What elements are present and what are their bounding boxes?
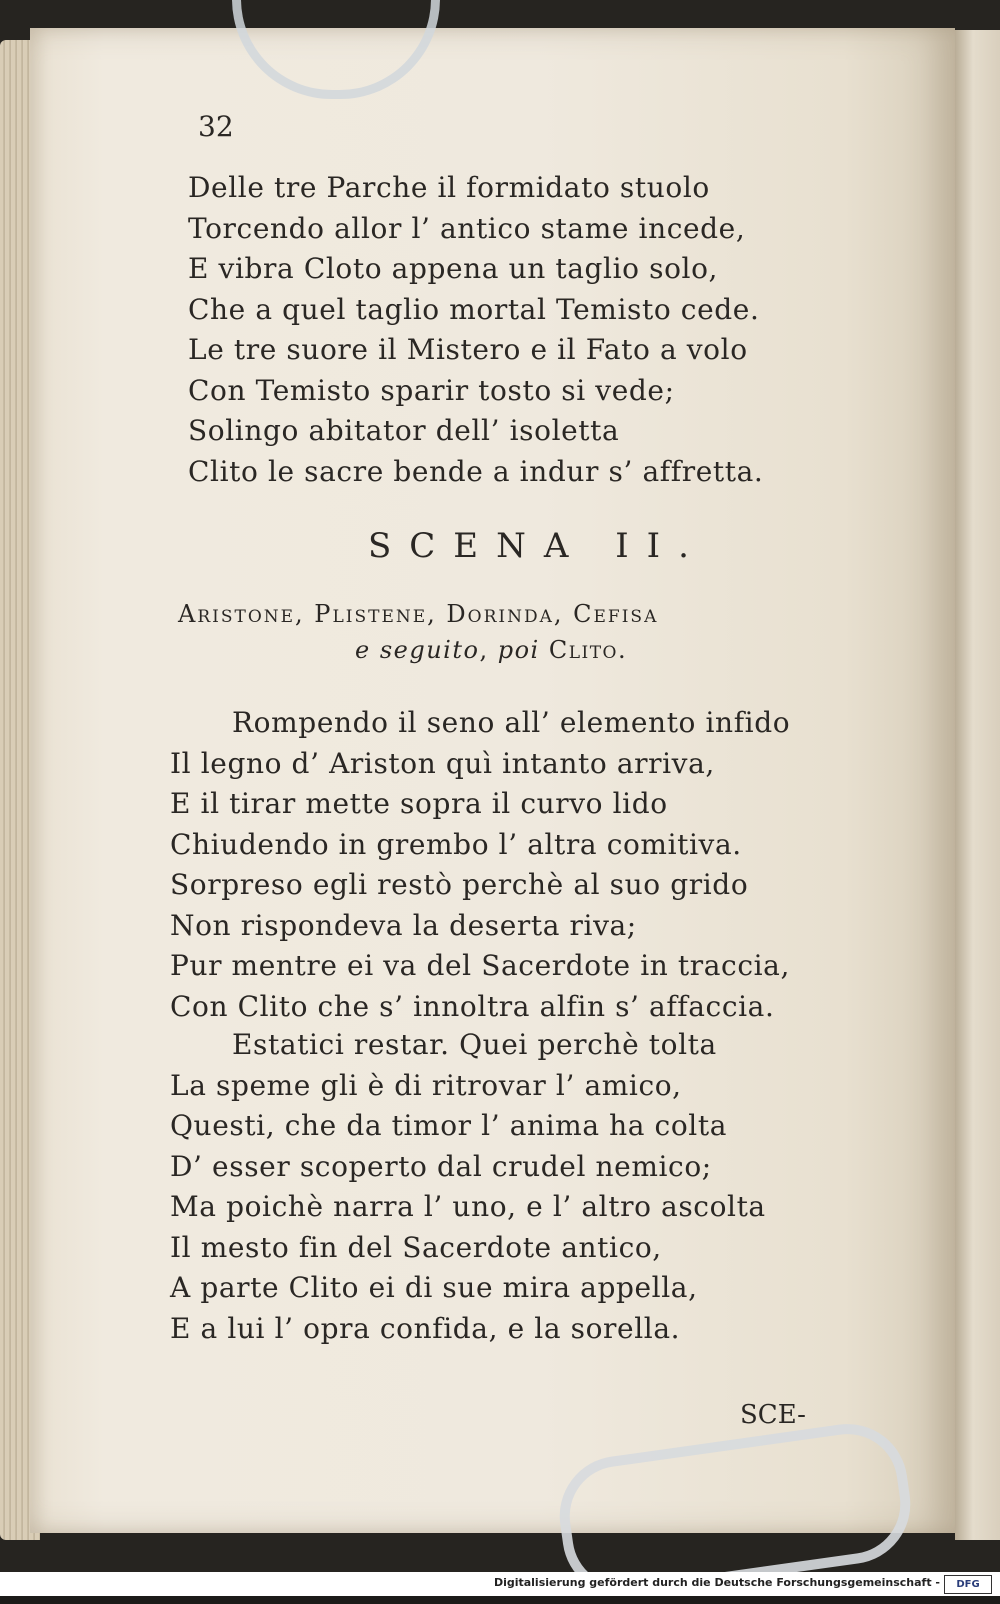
verse-line: Che a quel taglio mortal Temisto cede.	[188, 292, 760, 326]
verse-line: Torcendo allor l’ antico stame incede,	[188, 211, 746, 245]
catchword: SCE-	[740, 1400, 806, 1430]
verse-line: A parte Clito ei di sue mira appella,	[170, 1271, 698, 1304]
verse-line: Non rispondeva la deserta riva;	[170, 908, 637, 942]
verse-line: Chiudendo in grembo l’ altra comitiva.	[170, 827, 742, 861]
verse-line: La speme gli è di ritrovar l’ amico,	[170, 1068, 682, 1102]
verse-line: Rompendo il seno all’ elemento infido	[232, 706, 791, 739]
verse-line: Clito le sacre bende a indur s’ affretta.	[188, 454, 764, 488]
page-number: 32	[198, 110, 234, 143]
verse-line: E vibra Cloto appena un taglio solo,	[188, 252, 719, 285]
verse-line: E il tirar mette sopra il curvo lido	[170, 787, 668, 820]
characters-italic-1: e seguito	[355, 636, 480, 664]
stanza-1	[188, 168, 763, 492]
verse-line: Delle tre Parche il formidato stuolo	[188, 171, 710, 204]
verse-line: Pur mentre ei va del Sacerdote in traccia,	[170, 949, 790, 982]
verse-line: Solingo abitator dell’ isoletta	[188, 414, 620, 447]
verse-line: E a lui l’ opra confida, e la sorella.	[170, 1311, 681, 1345]
verse-line: Le tre suore il Mistero e il Fato a volo	[188, 333, 748, 366]
characters-separator: ,	[479, 636, 498, 664]
characters-italic-2: poi	[497, 636, 540, 664]
digitization-footer	[0, 1572, 1000, 1596]
verse-line: Sorpreso egli restò perchè al suo grido	[170, 868, 749, 901]
footer-credit: Digitalisierung gefördert durch die Deutsche Forschungsgemeinschaft -	[493, 1576, 940, 1589]
verse-line: Ma poichè narra l’ uno, e l’ altro ascolta	[170, 1190, 766, 1223]
characters-line-1: Aristone, Plistene, Dorinda, Cefisa	[178, 600, 659, 628]
verse-line: D’ esser scoperto dal crudel nemico;	[170, 1149, 712, 1183]
verse-line: Il legno d’ Ariston quì intanto arriva,	[170, 746, 715, 780]
stanza-2	[170, 703, 790, 1027]
verse-line: Il mesto fin del Sacerdote antico,	[170, 1230, 662, 1264]
stanza-3	[170, 1025, 766, 1349]
verse-line: Estatici restar. Quei perchè tolta	[232, 1028, 717, 1061]
verse-line: Questi, che da timor l’ anima ha colta	[170, 1109, 727, 1142]
characters-line-2	[355, 636, 627, 664]
verse-line: Con Temisto sparir tosto si vede;	[188, 373, 675, 407]
verse-line: Con Clito che s’ innoltra alfin s’ affaccia.	[170, 989, 775, 1023]
facing-page-edge	[955, 30, 1000, 1540]
characters-end: Clito.	[539, 636, 628, 664]
scene-title: SCENA II.	[368, 526, 707, 566]
dfg-logo: DFG	[944, 1575, 992, 1594]
